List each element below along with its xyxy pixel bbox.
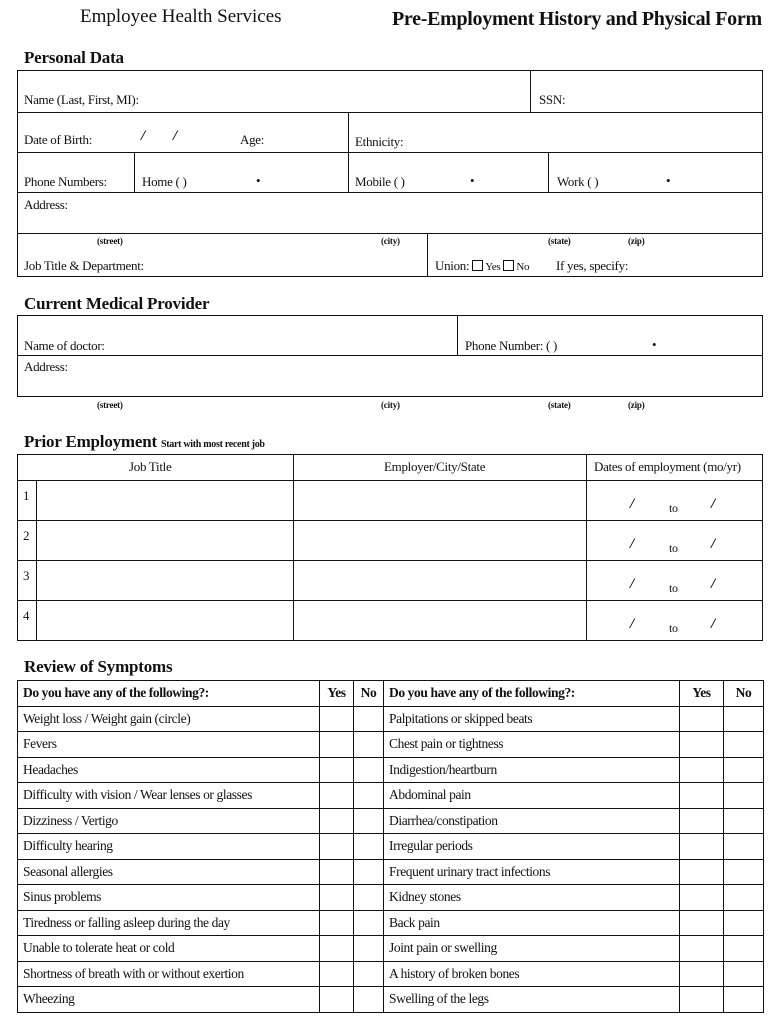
- symptom-left: Shortness of breath with or without exertion: [18, 961, 320, 987]
- state-caption: (state): [548, 236, 571, 246]
- date-to-label: to: [669, 541, 678, 555]
- symptom-right: Back pain: [384, 910, 680, 936]
- date-to-slash: /: [711, 496, 716, 512]
- symptom-left-yes-box[interactable]: [320, 757, 354, 783]
- symptom-left-no-box[interactable]: [354, 987, 384, 1013]
- table-row: [18, 834, 764, 860]
- symptom-right: Swelling of the legs: [384, 987, 680, 1013]
- symptom-right-no-box[interactable]: [724, 961, 764, 987]
- dob-field[interactable]: Date of Birth:: [24, 132, 93, 147]
- medical-provider-box: [17, 315, 763, 397]
- street-caption: (street): [97, 236, 123, 246]
- doctor-name-field[interactable]: Name of doctor:: [24, 338, 105, 353]
- form-title: Pre-Employment History and Physical Form: [392, 8, 762, 30]
- home-phone-dot: •: [256, 173, 261, 188]
- date-from-slash: /: [630, 616, 635, 632]
- symptom-right: Kidney stones: [384, 885, 680, 911]
- symptom-left-yes-box[interactable]: [320, 783, 354, 809]
- section-symptoms-title: Review of Symptoms: [24, 657, 173, 676]
- prior-row-number: 1: [23, 488, 30, 503]
- doctor-street-caption: (street): [97, 400, 123, 410]
- zip-caption: (zip): [628, 236, 645, 246]
- symptom-left: Fevers: [18, 732, 320, 758]
- symptom-left-yes-box[interactable]: [320, 859, 354, 885]
- symptom-left: Dizziness / Vertigo: [18, 808, 320, 834]
- symptom-right-yes-box[interactable]: [680, 732, 724, 758]
- symptom-right-no-box[interactable]: [724, 808, 764, 834]
- table-row: [18, 706, 764, 732]
- union-yes-checkbox[interactable]: [472, 260, 483, 271]
- union-specify-field[interactable]: If yes, specify:: [556, 258, 629, 273]
- symptom-left: Difficulty hearing: [18, 834, 320, 860]
- symptom-left-yes-box[interactable]: [320, 910, 354, 936]
- table-row: [18, 757, 764, 783]
- date-to-slash: /: [711, 576, 716, 592]
- doctor-phone-field[interactable]: Phone Number: ( ): [465, 338, 558, 353]
- symptom-right-yes-box[interactable]: [680, 706, 724, 732]
- home-phone-field[interactable]: Home ( ): [142, 174, 187, 189]
- city-caption: (city): [381, 236, 400, 246]
- symptom-right-no-box[interactable]: [724, 987, 764, 1013]
- symptom-right-no-box[interactable]: [724, 706, 764, 732]
- date-to-slash: /: [711, 616, 716, 632]
- symptom-right-no-box[interactable]: [724, 783, 764, 809]
- symptom-left: Tiredness or falling asleep during the day: [18, 910, 320, 936]
- symptom-left-yes-box[interactable]: [320, 936, 354, 962]
- symptom-left-yes-box[interactable]: [320, 808, 354, 834]
- col-dates: Dates of employment (mo/yr): [594, 459, 741, 474]
- date-from-slash: /: [630, 536, 635, 552]
- section-medical-title: Current Medical Provider: [24, 294, 210, 313]
- symptom-left-yes-box[interactable]: [320, 732, 354, 758]
- symptom-left-yes-box[interactable]: [320, 706, 354, 732]
- symptom-left: Unable to tolerate heat or cold: [18, 936, 320, 962]
- symptom-left-no-box[interactable]: [354, 936, 384, 962]
- symptom-right-no-box[interactable]: [724, 910, 764, 936]
- age-field[interactable]: Age:: [240, 132, 265, 147]
- yes-header-left: Yes: [320, 681, 354, 707]
- date-to-slash: /: [711, 536, 716, 552]
- mobile-phone-field[interactable]: Mobile ( ): [355, 174, 405, 189]
- table-row: [18, 987, 764, 1013]
- no-header-left: No: [354, 681, 384, 707]
- symptom-right-no-box[interactable]: [724, 936, 764, 962]
- symptom-right-no-box[interactable]: [724, 885, 764, 911]
- symptom-right-yes-box[interactable]: [680, 808, 724, 834]
- work-phone-dot: •: [666, 173, 671, 188]
- question-header-left: Do you have any of the following?:: [18, 681, 320, 707]
- symptom-left: Weight loss / Weight gain (circle): [18, 706, 320, 732]
- symptom-left: Seasonal allergies: [18, 859, 320, 885]
- symptom-right-yes-box[interactable]: [680, 757, 724, 783]
- symptom-left: Headaches: [18, 757, 320, 783]
- dob-slash-2: /: [173, 128, 178, 144]
- union-yes-label: Yes: [485, 261, 501, 273]
- symptom-left: Wheezing: [18, 987, 320, 1013]
- symptom-right: Palpitations or skipped beats: [384, 706, 680, 732]
- symptom-right-yes-box[interactable]: [680, 885, 724, 911]
- symptom-right-yes-box[interactable]: [680, 783, 724, 809]
- symptom-left-no-box[interactable]: [354, 910, 384, 936]
- yes-header-right: Yes: [680, 681, 724, 707]
- symptom-left-no-box[interactable]: [354, 808, 384, 834]
- symptom-right-no-box[interactable]: [724, 732, 764, 758]
- union-label: [435, 258, 529, 274]
- symptom-right: Joint pain or swelling: [384, 936, 680, 962]
- question-header-right: Do you have any of the following?:: [384, 681, 680, 707]
- prior-subtitle: Start with most recent job: [161, 439, 265, 450]
- section-prior-title: [24, 432, 265, 452]
- symptom-right-yes-box[interactable]: [680, 936, 724, 962]
- symptom-right-yes-box[interactable]: [680, 859, 724, 885]
- symptom-right: Irregular periods: [384, 834, 680, 860]
- symptom-left-yes-box[interactable]: [320, 987, 354, 1013]
- table-row: [18, 885, 764, 911]
- prior-title-text: Prior Employment: [24, 432, 157, 451]
- symptom-left-yes-box[interactable]: [320, 885, 354, 911]
- table-row: [18, 961, 764, 987]
- doctor-zip-caption: (zip): [628, 400, 645, 410]
- symptoms-header-row: [18, 681, 764, 707]
- union-text: Union:: [435, 258, 470, 273]
- symptom-right-no-box[interactable]: [724, 757, 764, 783]
- date-from-slash: /: [630, 576, 635, 592]
- date-to-label: to: [669, 501, 678, 515]
- doctor-address-field[interactable]: Address:: [24, 359, 68, 374]
- doctor-state-caption: (state): [548, 400, 571, 410]
- table-row: [18, 732, 764, 758]
- job-title-dept-field[interactable]: Job Title & Department:: [24, 258, 144, 273]
- table-row: [18, 936, 764, 962]
- symptom-right: A history of broken bones: [384, 961, 680, 987]
- col-job-title: Job Title: [129, 459, 172, 474]
- symptom-left-yes-box[interactable]: [320, 834, 354, 860]
- symptom-right-no-box[interactable]: [724, 859, 764, 885]
- symptom-right-yes-box[interactable]: [680, 910, 724, 936]
- prior-row-number: 4: [23, 608, 30, 623]
- no-header-right: No: [724, 681, 764, 707]
- phone-numbers-label: Phone Numbers:: [24, 174, 107, 189]
- symptoms-table: [17, 680, 764, 1013]
- date-from-slash: /: [630, 496, 635, 512]
- symptom-left: Sinus problems: [18, 885, 320, 911]
- date-to-label: to: [669, 581, 678, 595]
- table-row: [18, 808, 764, 834]
- symptom-left-no-box[interactable]: [354, 732, 384, 758]
- dob-slash-1: /: [141, 128, 146, 144]
- org-name: Employee Health Services: [80, 6, 282, 27]
- symptom-left-no-box[interactable]: [354, 859, 384, 885]
- col-employer: Employer/City/State: [384, 459, 486, 474]
- symptom-right-no-box[interactable]: [724, 834, 764, 860]
- table-row: [18, 859, 764, 885]
- symptom-left-yes-box[interactable]: [320, 961, 354, 987]
- doctor-phone-dot: •: [652, 337, 657, 352]
- ssn-field[interactable]: SSN:: [539, 92, 566, 107]
- section-personal-title: Personal Data: [24, 48, 124, 67]
- symptom-left-no-box[interactable]: [354, 783, 384, 809]
- table-row: [18, 910, 764, 936]
- doctor-city-caption: (city): [381, 400, 400, 410]
- work-phone-field[interactable]: Work ( ): [557, 174, 599, 189]
- symptom-right: Chest pain or tightness: [384, 732, 680, 758]
- symptom-right: Indigestion/heartburn: [384, 757, 680, 783]
- address-field[interactable]: Address:: [24, 197, 68, 212]
- symptom-right: Frequent urinary tract infections: [384, 859, 680, 885]
- ethnicity-field[interactable]: Ethnicity:: [355, 134, 404, 149]
- union-no-label: No: [516, 261, 530, 273]
- symptom-left: Difficulty with vision / Wear lenses or glasses: [18, 783, 320, 809]
- symptom-left-no-box[interactable]: [354, 834, 384, 860]
- symptom-right-yes-box[interactable]: [680, 961, 724, 987]
- table-row: [18, 783, 764, 809]
- mobile-phone-dot: •: [470, 173, 475, 188]
- symptom-left-no-box[interactable]: [354, 757, 384, 783]
- union-no-checkbox[interactable]: [503, 260, 514, 271]
- prior-row-number: 3: [23, 568, 30, 583]
- prior-employment-table: [17, 454, 763, 641]
- date-to-label: to: [669, 621, 678, 635]
- name-field[interactable]: Name (Last, First, MI):: [24, 92, 139, 107]
- symptom-left-no-box[interactable]: [354, 885, 384, 911]
- prior-row-number: 2: [23, 528, 30, 543]
- symptom-right-yes-box[interactable]: [680, 987, 724, 1013]
- symptom-left-no-box[interactable]: [354, 961, 384, 987]
- symptom-right: Diarrhea/constipation: [384, 808, 680, 834]
- symptom-left-no-box[interactable]: [354, 706, 384, 732]
- symptom-right-yes-box[interactable]: [680, 834, 724, 860]
- symptom-right: Abdominal pain: [384, 783, 680, 809]
